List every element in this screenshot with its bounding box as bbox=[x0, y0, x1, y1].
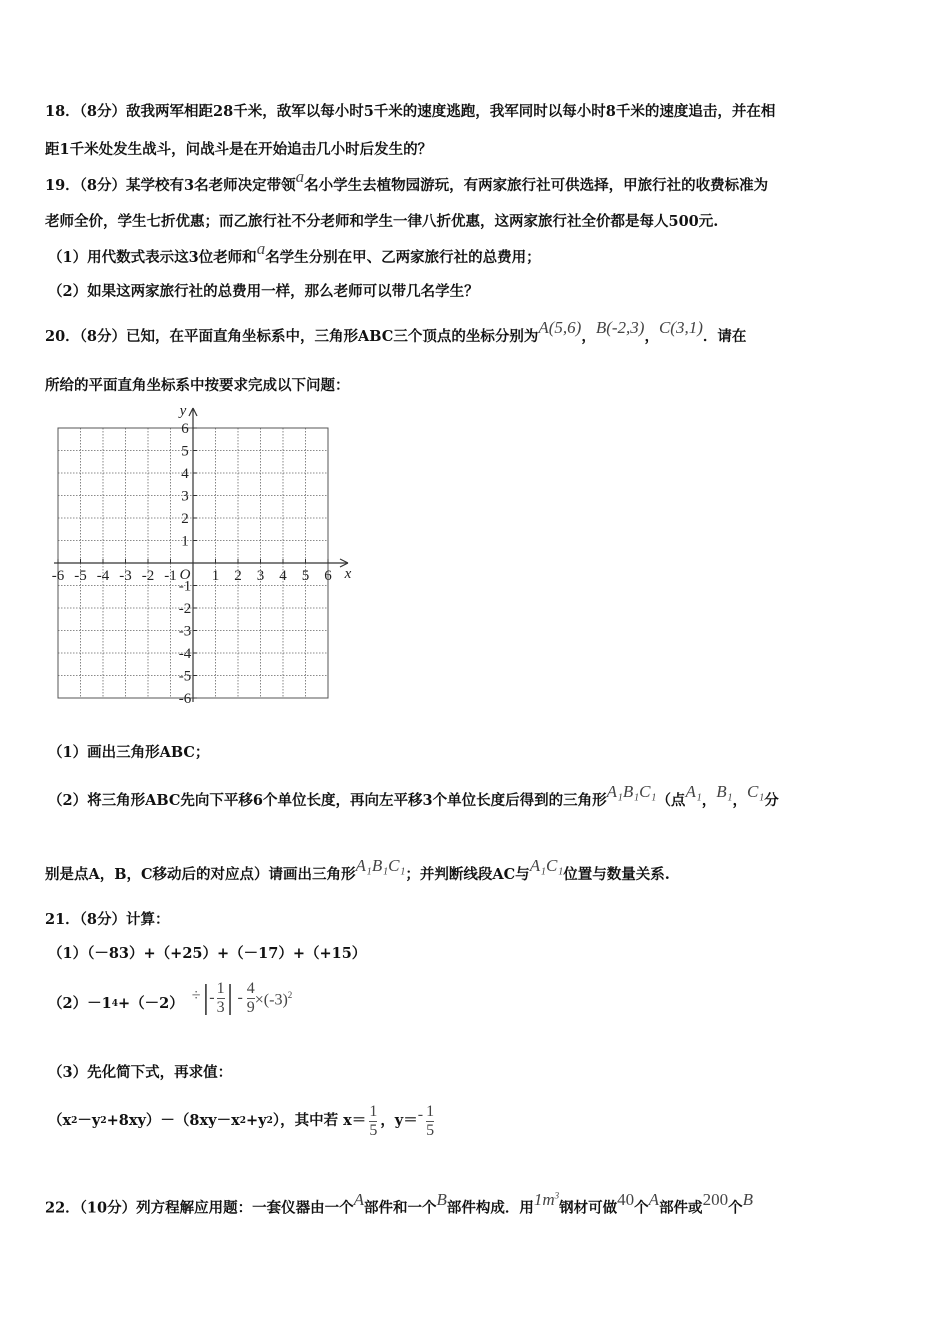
abs-left: | bbox=[202, 979, 210, 1016]
exp-4: 4 bbox=[111, 999, 118, 1009]
x-tick-label: -4 bbox=[96, 568, 110, 584]
neg-sign: - bbox=[209, 989, 215, 1006]
q21-sub2b: +（－2） bbox=[117, 995, 184, 1012]
q22-p3: 部件构成．用 bbox=[446, 1199, 534, 1217]
fraction-x bbox=[369, 1103, 377, 1140]
part-b: B bbox=[436, 1189, 447, 1209]
sq: 2 bbox=[266, 1116, 273, 1126]
y-tick-label: -2 bbox=[178, 601, 192, 617]
m3: 1m bbox=[533, 1189, 555, 1209]
q21-sub2 bbox=[48, 979, 293, 1026]
fraction-4-9 bbox=[247, 980, 255, 1017]
q22-p2: 部件和一个 bbox=[364, 1199, 437, 1217]
q22-p4: 钢材可做 bbox=[559, 1199, 618, 1217]
var-a: a bbox=[295, 167, 305, 186]
x-axis-label: x bbox=[344, 566, 352, 582]
q20-sub2b: （点 bbox=[656, 792, 686, 809]
x-tick-label: -6 bbox=[51, 568, 65, 584]
q20-line1a: 20．（8分）已知，在平面直角坐标系中，三角形ABC三个顶点的坐标分别为 bbox=[45, 328, 539, 345]
abs-right: | bbox=[226, 979, 234, 1016]
q18-line1: 18．（8分）敌我两军相距28千米，敌军以每小时5千米的速度逃跑，我军同时以每小时8千米的速度追击，并在相 bbox=[45, 103, 776, 120]
q20-sub1: （1）画出三角形ABC； bbox=[48, 744, 210, 761]
q22-p5: 个 bbox=[634, 1199, 649, 1217]
y-tick-label: -3 bbox=[178, 623, 192, 640]
y-den: 5 bbox=[426, 1121, 435, 1139]
q18-line2: 距1千米处发生战斗，问战斗是在开始追击几小时后发生的？ bbox=[45, 141, 433, 158]
q19-line1b: 名小学生去植物园游玩，有两家旅行社可供选择，甲旅行社的收费标准为 bbox=[304, 177, 769, 194]
q21-sub3: （3）先化简下式，再求值： bbox=[48, 1064, 233, 1081]
q19-line1a: 19．（8分）某学校有3名老师决定带领 bbox=[45, 177, 296, 194]
point-c: C(3,1) bbox=[658, 318, 703, 337]
q22-p1: 22．（10分）列方程解应用题：一套仪器由一个 bbox=[45, 1199, 354, 1217]
q22-line1 bbox=[45, 1189, 753, 1219]
expr-d: +y bbox=[246, 1112, 267, 1129]
x-tick-label: 1 bbox=[211, 568, 220, 584]
x-num: 1 bbox=[369, 1102, 378, 1120]
q19-sub1a: （1）用代数式表示这3位老师和 bbox=[48, 249, 257, 266]
m3-exp: 3 bbox=[554, 1190, 560, 1200]
cubic-meter bbox=[534, 1190, 559, 1209]
x-tick-label: 6 bbox=[324, 568, 332, 584]
segment-a1c1: A₁C₁ bbox=[529, 856, 564, 875]
x-tick-label: 3 bbox=[256, 568, 265, 584]
x-tick-label: 2 bbox=[234, 568, 242, 584]
num-200: 200 bbox=[702, 1189, 729, 1209]
q19-sub1b: 名学生分别在甲、乙两家旅行社的总费用； bbox=[265, 249, 541, 266]
y-tick-label: -5 bbox=[178, 668, 192, 685]
y-tick-label: 6 bbox=[181, 421, 189, 437]
q20-line1b: ．请在 bbox=[702, 328, 747, 345]
triangle-a1b1c1: A₁B₁C₁ bbox=[606, 782, 657, 801]
q22-p6: 部件或 bbox=[659, 1199, 703, 1217]
num-40: 40 bbox=[617, 1189, 635, 1209]
times-expr bbox=[255, 985, 293, 1010]
y-tick-label: 5 bbox=[181, 443, 189, 460]
q21-title: 21．（8分）计算： bbox=[45, 911, 170, 928]
var-a-2: a bbox=[256, 239, 266, 258]
q20-line3 bbox=[45, 856, 670, 885]
frac2-num: 4 bbox=[246, 979, 255, 997]
y-tick-label: -1 bbox=[178, 578, 192, 595]
point-b: B(-2,3) bbox=[595, 318, 645, 337]
y-tick-label: 1 bbox=[181, 533, 189, 550]
expr-f: ，y＝ bbox=[380, 1112, 418, 1129]
frac1-den: 3 bbox=[216, 998, 225, 1016]
expr-c: +8xy）－（8xy－x bbox=[106, 1112, 240, 1129]
y-num: 1 bbox=[426, 1102, 435, 1120]
fraction-y bbox=[426, 1103, 434, 1140]
sep: ， bbox=[732, 792, 748, 809]
y-tick-label: 3 bbox=[181, 488, 189, 505]
expr-b: －y bbox=[77, 1112, 101, 1129]
sq: 2 bbox=[71, 1116, 78, 1126]
q20-sub2 bbox=[48, 782, 779, 811]
q19-line2: 老师全价，学生七折优惠；而乙旅行社不分老师和学生一律八折优惠，这两家旅行社全价都是每人500元. bbox=[45, 213, 719, 230]
sq: 2 bbox=[239, 1116, 247, 1126]
divide-sign: ÷ bbox=[191, 987, 201, 1004]
x-tick-label: -1 bbox=[164, 568, 177, 584]
x-tick-label: 5 bbox=[301, 568, 310, 584]
minus-sign: - bbox=[237, 989, 243, 1006]
part-b-2: B bbox=[742, 1189, 753, 1209]
q20-sub2a: （2）将三角形ABC先向下平移6个单位长度，再向左平移3个单位长度后得到的三角形 bbox=[48, 792, 607, 809]
expr-e: ），其中若 x＝ bbox=[272, 1112, 367, 1129]
q21-expr bbox=[48, 1098, 434, 1144]
frac2-den: 9 bbox=[246, 998, 255, 1016]
fraction-1-3 bbox=[217, 980, 225, 1017]
q20-line3c: 位置与数量关系. bbox=[563, 866, 670, 883]
q21-sub2a: （2）－1 bbox=[48, 995, 112, 1012]
point-a: A(5,6) bbox=[538, 318, 582, 337]
x-tick-label: -3 bbox=[119, 568, 132, 584]
q22-p7: 个 bbox=[728, 1199, 743, 1217]
x-den: 5 bbox=[369, 1121, 378, 1139]
q19-line1 bbox=[45, 167, 769, 196]
y-axis-label: y bbox=[179, 403, 187, 419]
q20-line1 bbox=[45, 318, 747, 347]
sep: ， bbox=[644, 328, 659, 345]
sq: 2 bbox=[100, 1116, 107, 1126]
part-a: A bbox=[353, 1189, 364, 1209]
x-tick-label: -5 bbox=[74, 568, 87, 584]
q21-sub1: （1）（－83）+（+25）+（－17）+（+15） bbox=[48, 945, 367, 962]
q20-line3a: 别是点A，B，C移动后的对应点）请画出三角形 bbox=[45, 866, 356, 883]
x-tick-label: 4 bbox=[279, 568, 287, 584]
coordinate-grid bbox=[40, 398, 360, 708]
y-neg: - bbox=[417, 1106, 424, 1123]
point-a1: A₁ bbox=[685, 782, 702, 801]
y-tick-label: 4 bbox=[181, 466, 189, 482]
triangle-a1b1c1-2: A₁B₁C₁ bbox=[355, 856, 406, 875]
q20-line2: 所给的平面直角坐标系中按要求完成以下问题： bbox=[45, 377, 350, 394]
y-tick-label: -6 bbox=[178, 691, 192, 707]
point-b1: B₁ bbox=[716, 782, 733, 801]
expr-a: （x bbox=[48, 1112, 72, 1129]
q19-sub1 bbox=[48, 239, 541, 268]
sep: ， bbox=[701, 792, 717, 809]
frac1-num: 1 bbox=[216, 979, 225, 997]
q20-line3b: ；并判断线段AC与 bbox=[405, 866, 530, 883]
tail: ×(-3) bbox=[254, 991, 288, 1009]
part-a-2: A bbox=[648, 1189, 660, 1209]
q20-sub2c: 分 bbox=[764, 792, 779, 809]
x-tick-label: -2 bbox=[141, 568, 155, 584]
y-tick-label: 2 bbox=[181, 511, 189, 527]
y-tick-label: -4 bbox=[178, 646, 192, 662]
point-c1: C₁ bbox=[747, 782, 765, 801]
origin-label: O bbox=[179, 567, 191, 583]
q19-sub2: （2）如果这两家旅行社的总费用一样，那么老师可以带几名学生？ bbox=[48, 283, 479, 300]
exp-2: 2 bbox=[287, 990, 293, 1001]
sep: ， bbox=[581, 328, 596, 345]
